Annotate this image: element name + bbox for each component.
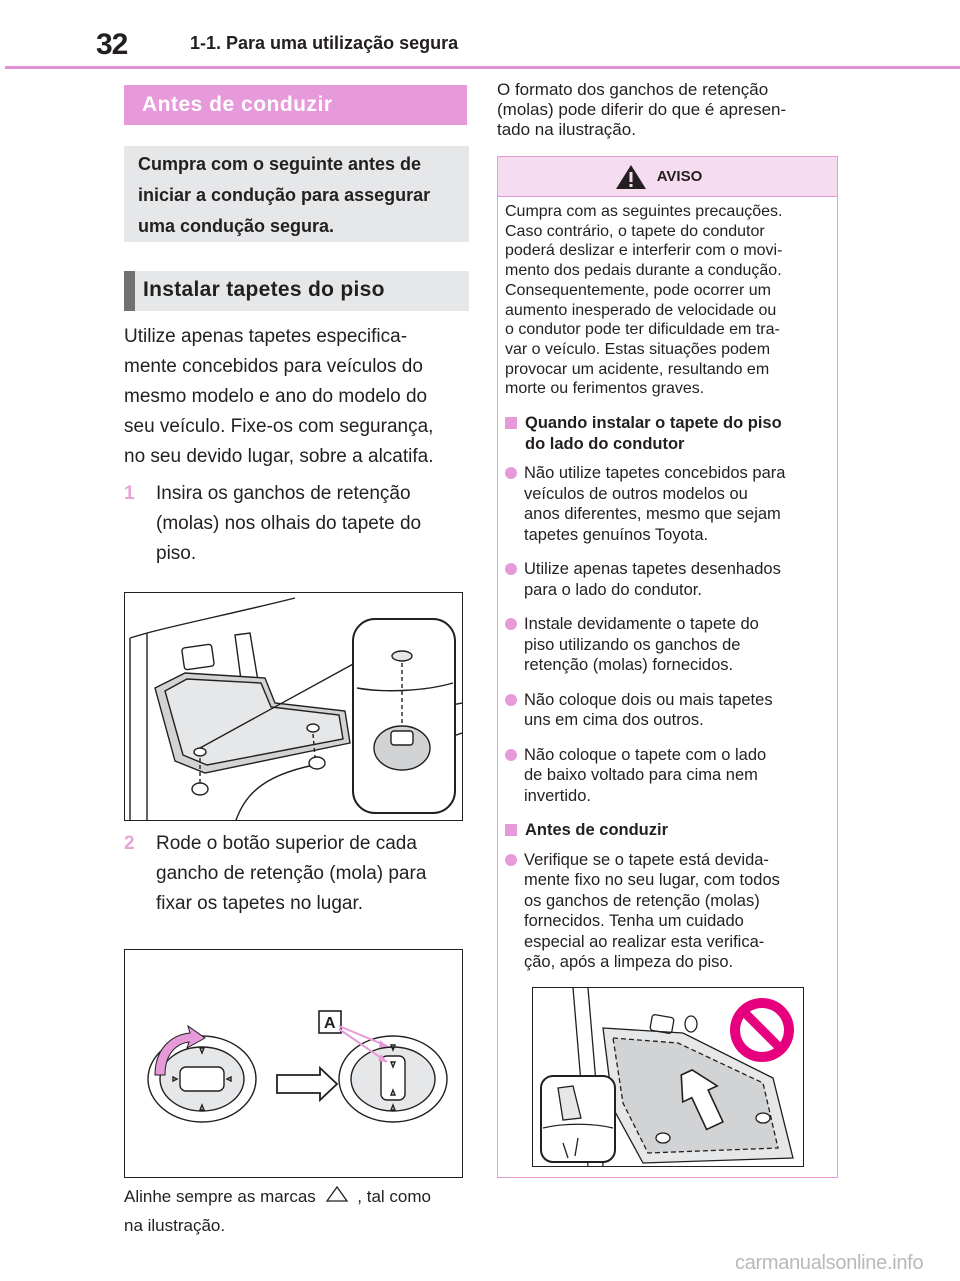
figure-caption <box>124 1182 469 1240</box>
intro-box: Cumpra com o seguinte antes de iniciar a condução para assegurar uma condução segura. <box>124 146 469 242</box>
step-number: 1 <box>124 483 135 504</box>
step-number: 2 <box>124 833 135 854</box>
hook-rotation-figure <box>124 949 463 1178</box>
bullet-line: os ganchos de retenção (molas) <box>524 891 760 910</box>
round-bullet-icon <box>505 749 517 761</box>
bullet-line: Não utilize tapetes concebidos para <box>524 464 786 483</box>
header-rule <box>5 66 960 69</box>
body-line: mesmo modelo e ano do modelo do <box>124 386 428 407</box>
right-intro <box>497 80 839 140</box>
chapter-title: 1-1. Para uma utilização segura <box>190 33 459 53</box>
incorrect-mat-figure <box>532 987 804 1167</box>
warning-text <box>505 202 830 399</box>
round-bullet-icon <box>505 854 517 866</box>
page-number: 32 <box>96 28 128 61</box>
warning-line: Caso contrário, o tapete do condutor <box>505 222 765 240</box>
triangle-mark-icon <box>325 1185 349 1203</box>
warning-body <box>498 197 837 1177</box>
warning-line: mento dos pedais durante a condução. <box>505 262 782 280</box>
round-bullet-icon <box>505 694 517 706</box>
bullet-line: uns em cima dos outros. <box>524 711 704 730</box>
warning-header <box>498 157 837 197</box>
floor-mat-illustration <box>125 593 462 820</box>
round-bullet-icon <box>505 563 517 575</box>
warning-line: Cumpra com as seguintes precauções. <box>505 203 783 220</box>
bullet-line: Não coloque dois ou mais tapetes <box>524 690 773 709</box>
right-column <box>497 80 839 1178</box>
bullet-line: de baixo voltado para cima nem <box>524 766 758 785</box>
step-line: Rode o botão superior de cada <box>156 833 417 854</box>
bullet-line: Não coloque o tapete com o lado <box>524 745 767 764</box>
incorrect-mat-illustration <box>533 988 803 1166</box>
round-bullet-icon <box>505 467 517 479</box>
bullet-line: especial ao realizar esta verifica- <box>524 932 765 951</box>
step-line: piso. <box>156 543 197 564</box>
step-line: Insira os ganchos de retenção <box>156 483 411 504</box>
step-line: gancho de retenção (mola) para <box>156 863 427 884</box>
warning-icon <box>615 164 647 190</box>
label-a: A <box>324 1015 336 1032</box>
body-line: Utilize apenas tapetes especifica- <box>124 326 408 347</box>
warning-line: o condutor pode ter dificuldade em tra- <box>505 321 780 339</box>
bullet-item <box>505 614 830 676</box>
intro-line: O formato dos ganchos de retenção <box>497 80 769 99</box>
bullet-line: tapetes genuínos Toyota. <box>524 525 709 544</box>
intro-line: (molas) pode diferir do que é apresen- <box>497 100 787 119</box>
bullet-item <box>505 850 830 973</box>
group-heading-driver-mat <box>505 413 830 454</box>
intro-line: tado na ilustração. <box>497 120 636 139</box>
bullet-line: ção, após a limpeza do piso. <box>524 953 734 972</box>
bullet-line: fornecidos. Tenha um cuidado <box>524 912 744 931</box>
body-line: seu veículo. Fixe-os com segurança, <box>124 416 434 437</box>
warning-line: Consequentemente, pode ocorrer um <box>505 281 771 299</box>
warning-line: provocar um acidente, resultando em <box>505 360 770 378</box>
caption-text: , tal como <box>357 1187 431 1206</box>
section-heading: Antes de conduzir <box>124 85 467 125</box>
bullet-line: retenção (molas) fornecidos. <box>524 656 734 675</box>
bullet-line: Instale devidamente o tapete do <box>524 615 759 634</box>
left-column <box>124 85 469 1240</box>
square-bullet-icon <box>505 824 517 836</box>
warning-box <box>497 156 838 1178</box>
caption-text: Alinhe sempre as marcas <box>124 1187 316 1206</box>
floor-mat-figure <box>124 592 463 821</box>
step-1 <box>124 479 469 569</box>
bullet-line: Verifique se o tapete está devida- <box>524 850 769 869</box>
warning-line: aumento inesperado de velocidade ou <box>505 301 777 319</box>
caption-line: na ilustração. <box>124 1216 226 1235</box>
bullet-line: mente fixo no seu lugar, com todos <box>524 871 780 890</box>
group-heading-before-driving <box>505 820 830 841</box>
heading-line: do lado do condutor <box>525 434 685 453</box>
bullet-line: veículos de outros modelos ou <box>524 484 748 503</box>
step-line: fixar os tapetes no lugar. <box>156 893 364 914</box>
bullet-line: Utilize apenas tapetes desenhados <box>524 560 781 579</box>
step-line: (molas) nos olhais do tapete do <box>156 513 422 534</box>
bullet-item <box>505 463 830 545</box>
bullet-line: invertido. <box>524 786 591 805</box>
bullet-item <box>505 745 830 807</box>
bullet-item <box>505 559 830 600</box>
warning-line: poderá deslizar e interferir com o movi- <box>505 242 783 260</box>
warning-line: var o veículo. Estas situações podem <box>505 340 771 358</box>
body-paragraph <box>124 322 469 472</box>
step-2 <box>124 829 469 919</box>
body-line: no seu devido lugar, sobre a alcatifa. <box>124 446 434 467</box>
body-line: mente concebidos para veículos do <box>124 356 423 377</box>
watermark: carmanualsonline.info <box>735 1252 924 1274</box>
warning-line: morte ou ferimentos graves. <box>505 380 705 398</box>
square-bullet-icon <box>505 417 517 429</box>
heading-line: Antes de conduzir <box>525 821 669 840</box>
warning-title: AVISO <box>656 168 703 185</box>
bullet-line: piso utilizando os ganchos de <box>524 635 741 654</box>
sub-heading: Instalar tapetes do piso <box>124 271 469 311</box>
hook-rotation-illustration <box>125 950 462 1177</box>
round-bullet-icon <box>505 618 517 630</box>
heading-line: Quando instalar o tapete do piso <box>525 414 782 433</box>
bullet-item <box>505 690 830 731</box>
bullet-line: para o lado do condutor. <box>524 580 702 599</box>
bullet-line: anos diferentes, mesmo que sejam <box>524 505 781 524</box>
